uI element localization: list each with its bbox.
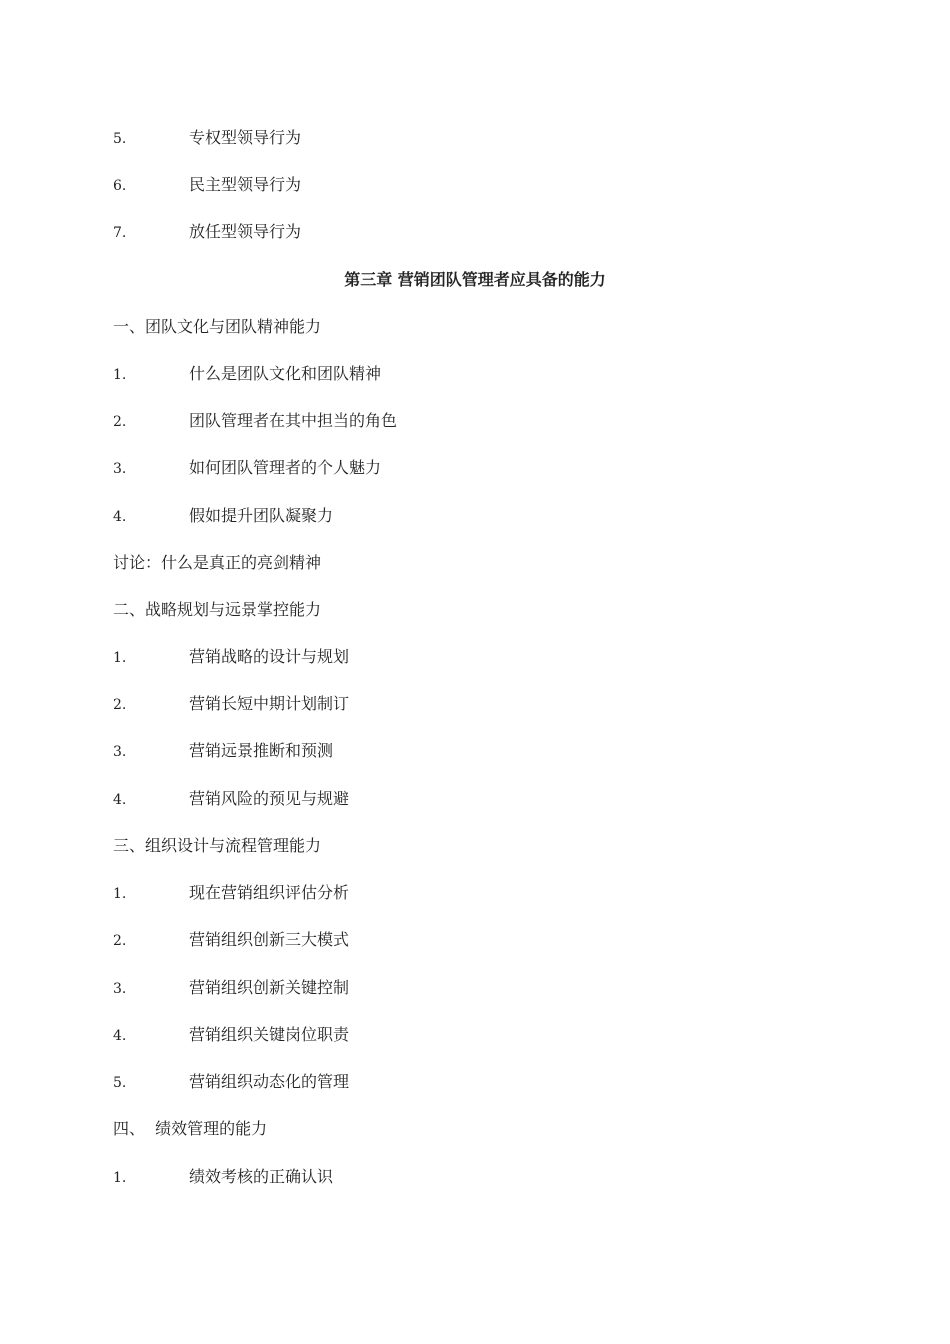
item-text: 营销组织关键岗位职责 <box>189 1025 350 1044</box>
item-text: 专权型领导行为 <box>189 128 302 147</box>
list-item <box>113 506 333 527</box>
item-text: 营销组织创新关键控制 <box>189 978 350 997</box>
item-text: 假如提升团队凝聚力 <box>189 506 334 525</box>
chapter-title-text: 第三章 营销团队管理者应具备的能力 <box>344 270 606 289</box>
section-title-text: 一、团队文化与团队精神能力 <box>113 317 322 336</box>
item-number: 4. <box>113 509 127 525</box>
item-text: 营销长短中期计划制订 <box>189 694 350 713</box>
list-item <box>113 694 349 715</box>
item-text: 如何团队管理者的个人魅力 <box>189 458 382 477</box>
discussion-line <box>113 553 321 573</box>
chapter-title <box>0 270 950 290</box>
section-title-text: 二、战略规划与远景掌控能力 <box>113 600 322 619</box>
list-item <box>113 930 349 951</box>
item-number: 2. <box>113 414 127 430</box>
list-item <box>113 458 381 479</box>
item-number: 4. <box>113 792 127 808</box>
section-title <box>113 600 321 620</box>
item-number: 1. <box>113 1170 127 1186</box>
item-number: 6. <box>113 178 127 194</box>
list-item <box>113 411 397 432</box>
item-number: 5. <box>113 1075 127 1091</box>
section-title <box>113 836 321 856</box>
item-number: 1. <box>113 650 127 666</box>
list-item <box>113 364 381 385</box>
list-item <box>113 222 301 243</box>
item-text: 营销远景推断和预测 <box>189 741 334 760</box>
section-title-text: 四、 绩效管理的能力 <box>113 1119 268 1138</box>
item-number: 1. <box>113 367 127 383</box>
list-item <box>113 1167 333 1188</box>
item-number: 7. <box>113 225 127 241</box>
item-text: 营销组织创新三大模式 <box>189 930 350 949</box>
item-text: 团队管理者在其中担当的角色 <box>189 411 398 430</box>
item-text: 什么是团队文化和团队精神 <box>189 364 382 383</box>
item-number: 3. <box>113 744 127 760</box>
list-item <box>113 1025 349 1046</box>
section-title <box>113 1119 267 1139</box>
item-number: 2. <box>113 933 127 949</box>
item-number: 1. <box>113 886 127 902</box>
item-text: 营销战略的设计与规划 <box>189 647 350 666</box>
list-item <box>113 883 349 904</box>
section-title-text: 三、组织设计与流程管理能力 <box>113 836 322 855</box>
list-item <box>113 978 349 999</box>
section-title <box>113 317 321 337</box>
list-item <box>113 741 333 762</box>
item-text: 营销风险的预见与规避 <box>189 789 350 808</box>
item-number: 2. <box>113 697 127 713</box>
item-number: 3. <box>113 981 127 997</box>
list-item <box>113 789 349 810</box>
item-text: 民主型领导行为 <box>189 175 302 194</box>
item-number: 4. <box>113 1028 127 1044</box>
item-number: 3. <box>113 461 127 477</box>
list-item <box>113 1072 349 1093</box>
list-item <box>113 175 301 196</box>
discussion-text: 讨论：什么是真正的亮剑精神 <box>113 553 322 572</box>
list-item <box>113 128 301 149</box>
item-text: 现在营销组织评估分析 <box>189 883 350 902</box>
item-text: 绩效考核的正确认识 <box>189 1167 334 1186</box>
item-number: 5. <box>113 131 127 147</box>
item-text: 放任型领导行为 <box>189 222 302 241</box>
item-text: 营销组织动态化的管理 <box>189 1072 350 1091</box>
list-item <box>113 647 349 668</box>
